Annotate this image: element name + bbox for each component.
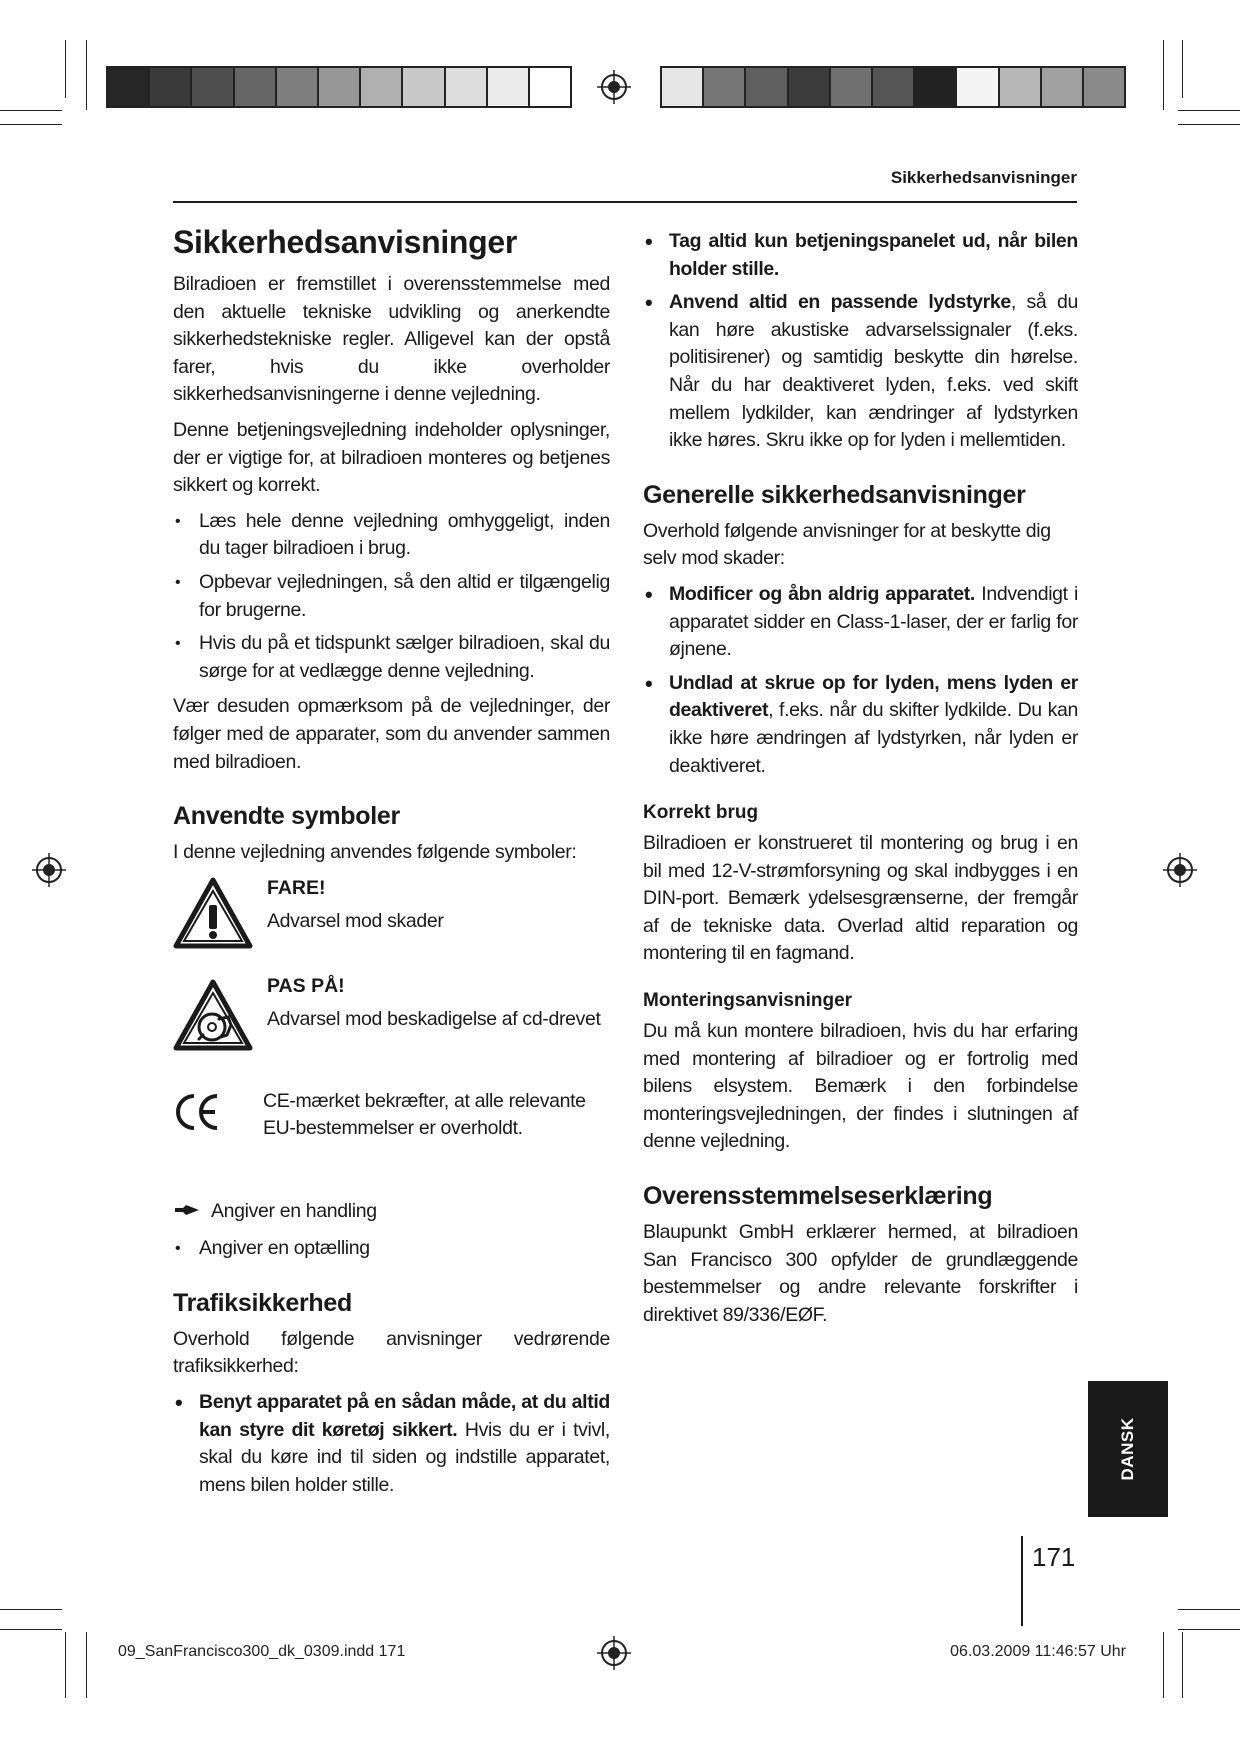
color-swatch — [319, 68, 361, 106]
color-swatch — [873, 68, 915, 106]
color-swatch — [277, 68, 319, 106]
pointing-hand-icon — [173, 1201, 201, 1219]
color-swatch — [403, 68, 445, 106]
traffic-heading: Trafiksikkerhed — [173, 1288, 352, 1317]
ce-symbol-row — [173, 1088, 610, 1178]
list-item — [643, 289, 1078, 455]
color-swatch — [704, 68, 746, 106]
page-number-rule — [1021, 1536, 1023, 1626]
right-column — [643, 218, 1078, 1337]
bullet-bold-text: Tag altid kun betjeningspanelet ud, når bilen holder stille. — [669, 230, 1078, 280]
list-item: • Angiver en optælling — [173, 1235, 610, 1263]
danger-title: FARE! — [267, 876, 326, 899]
list-item — [643, 670, 1078, 780]
caution-text: Advarsel mod beskadigelse af cd-drevet — [267, 1008, 601, 1031]
mounting-heading: Monteringsanvisninger — [643, 990, 853, 1012]
color-swatch — [957, 68, 999, 106]
symbols-intro: I denne vejledning anvendes følgende symboler: — [173, 841, 577, 864]
action-symbol-row — [173, 1198, 610, 1226]
page-number: 171 — [1032, 1542, 1076, 1572]
list-item: • Hvis du på et tidspunkt sælger bilradioen, skal du sørge for at vedlægge denne vejledning. — [173, 630, 610, 685]
footer-date-slug: 06.03.2009 11:46:57 Uhr — [950, 1643, 1126, 1660]
color-swatch — [789, 68, 831, 106]
list-item — [643, 228, 1078, 283]
symbols-heading: Anvendte symboler — [173, 802, 400, 831]
registration-mark-icon — [1163, 853, 1197, 887]
bullet-bold-text: Modificer og åbn aldrig apparatet. — [669, 582, 975, 605]
list-item: • Læs hele denne vejledning omhyggeligt, inden du tager bilradioen i brug. — [173, 508, 610, 563]
intro-bullet-list — [173, 508, 610, 686]
color-swatch — [192, 68, 234, 106]
bullet-text: Hvis du er i tvivl, skal du køre ind til siden og indstille apparatet, mens bilen holder stille. — [199, 1418, 610, 1496]
registration-mark-icon — [597, 70, 631, 104]
traffic-bullet-list-continued — [643, 228, 1078, 455]
conformity-text: Blaupunkt GmbH erklærer hermed, at bilradioen San Francisco 300 opfylder de grundlæggende bestemmelser og andre relevante forskrifter i direktivet 89/336/EØF. — [643, 1221, 1078, 1326]
color-calibration-bar-left — [106, 66, 572, 108]
list-item — [643, 581, 1078, 664]
danger-symbol-row — [173, 875, 610, 973]
danger-warning-icon — [173, 877, 253, 949]
color-swatch — [235, 68, 277, 106]
language-tab-label: DANSK — [1118, 1417, 1137, 1481]
bullet-bold-text: Undlad at skrue op for lyden, mens lyden er deaktiveret — [669, 671, 1078, 722]
left-column — [173, 218, 610, 1507]
intro-paragraph: Bilradioen er fremstillet i overensstemmelse med den aktuelle tekniske udvikling og anerkendte sikkerhedstekniske regler. Alligevel kan der opstå farer, hvis du ikke overholder sikkerhedsanvisningerne i denne vejledning. — [173, 273, 610, 406]
traffic-bullet-list — [173, 1389, 610, 1499]
danger-text: Advarsel mod skader — [267, 910, 444, 933]
header-rule — [173, 201, 1077, 203]
traffic-intro: Overhold følgende anvisninger vedrørende trafiksikkerhed: — [173, 1327, 610, 1378]
bullet-text: Indvendigt i apparatet sidder en Class-1-laser, der er farlig for øjnene. — [669, 582, 1078, 661]
running-head: Sikkerhedsanvisninger — [890, 168, 1077, 187]
action-text: Angiver en handling — [211, 1199, 377, 1222]
list-item — [173, 1389, 610, 1499]
color-swatch — [530, 68, 570, 106]
ce-mark-icon — [173, 1092, 223, 1132]
footer-file-slug: 09_SanFrancisco300_dk_0309.indd 171 — [118, 1643, 406, 1660]
ce-text: CE-mærket bekræfter, at alle relevante EU-bestemmelser er overholdt. — [263, 1089, 586, 1140]
language-tab — [1088, 1381, 1168, 1517]
intro-paragraph: Denne betjeningsvejledning indeholder oplysninger, der er vigtige for, at bilradioen monteres og betjenes sikkert og korrekt. — [173, 418, 610, 497]
color-swatch — [488, 68, 530, 106]
page-title: Sikkerhedsanvisninger — [173, 224, 518, 260]
registration-mark-icon — [597, 1636, 631, 1670]
color-swatch — [1042, 68, 1084, 106]
caution-title: PAS PÅ! — [267, 974, 345, 997]
bullet-bold-text: Benyt apparatet på en sådan måde, at du altid kan styre dit køretøj sikkert. — [199, 1391, 610, 1441]
correct-use-heading: Korrekt brug — [643, 802, 759, 824]
color-swatch — [361, 68, 403, 106]
color-swatch — [662, 68, 704, 106]
general-safety-heading: Generelle sikkerhedsanvisninger — [643, 480, 1026, 509]
correct-use-text: Bilradioen er konstrueret til montering og brug i en bil med 12-V-strømforsyning og skal indbygges i en DIN-port. Bemærk ydelsesgrænserne, der fremgår af de tekniske data. Overlad altid reparation og montering til en fagmand. — [643, 832, 1078, 965]
list-item: • Opbevar vejledningen, så den altid er tilgængelig for brugerne. — [173, 569, 610, 624]
color-swatch — [150, 68, 192, 106]
cd-drive-warning-icon — [173, 979, 253, 1051]
color-swatch — [746, 68, 788, 106]
bullet-text: , så du kan høre akustiske advarselssignaler (f.eks. politisirener) og samtidig beskytte din hørelse. Når du har deaktiveret lyden, f.eks. ved skift mellem lydkilder, kan ændringer af lydstyrken ikke høres. Skru ikke op for lyden i mellemtiden. — [669, 291, 1078, 452]
bullet-text: , f.eks. når du skifter lydkilde. Du kan ikke høre ændringen af lydstyrken, når lyden er deaktiveret. — [669, 699, 1078, 777]
conformity-heading: Overensstemmelseserklæring — [643, 1182, 993, 1211]
intro-paragraph: Vær desuden opmærksom på de vejledninger, der følger med de apparater, som du anvender sammen med bilradioen. — [173, 695, 610, 773]
general-safety-intro: Overhold følgende anvisninger for at beskytte dig selv mod skader: — [643, 519, 1051, 570]
color-swatch — [108, 68, 150, 106]
enumeration-symbol-row — [173, 1235, 610, 1263]
bullet-bold-text: Anvend altid en passende lydstyrke — [669, 291, 1011, 314]
color-swatch — [1084, 68, 1124, 106]
mounting-text: Du må kun montere bilradioen, hvis du har erfaring med montering af bilradioer og er fortrolig med bilens elsystem. Bemærk i den forbindelse monteringsvejledningen, der findes i slutningen af denne vejledning. — [643, 1020, 1078, 1153]
caution-symbol-row — [173, 973, 610, 1088]
color-swatch — [915, 68, 957, 106]
color-swatch — [446, 68, 488, 106]
color-swatch — [1000, 68, 1042, 106]
color-swatch — [831, 68, 873, 106]
color-calibration-bar-right — [660, 66, 1126, 108]
general-safety-bullet-list — [643, 581, 1078, 780]
registration-mark-icon — [32, 853, 66, 887]
